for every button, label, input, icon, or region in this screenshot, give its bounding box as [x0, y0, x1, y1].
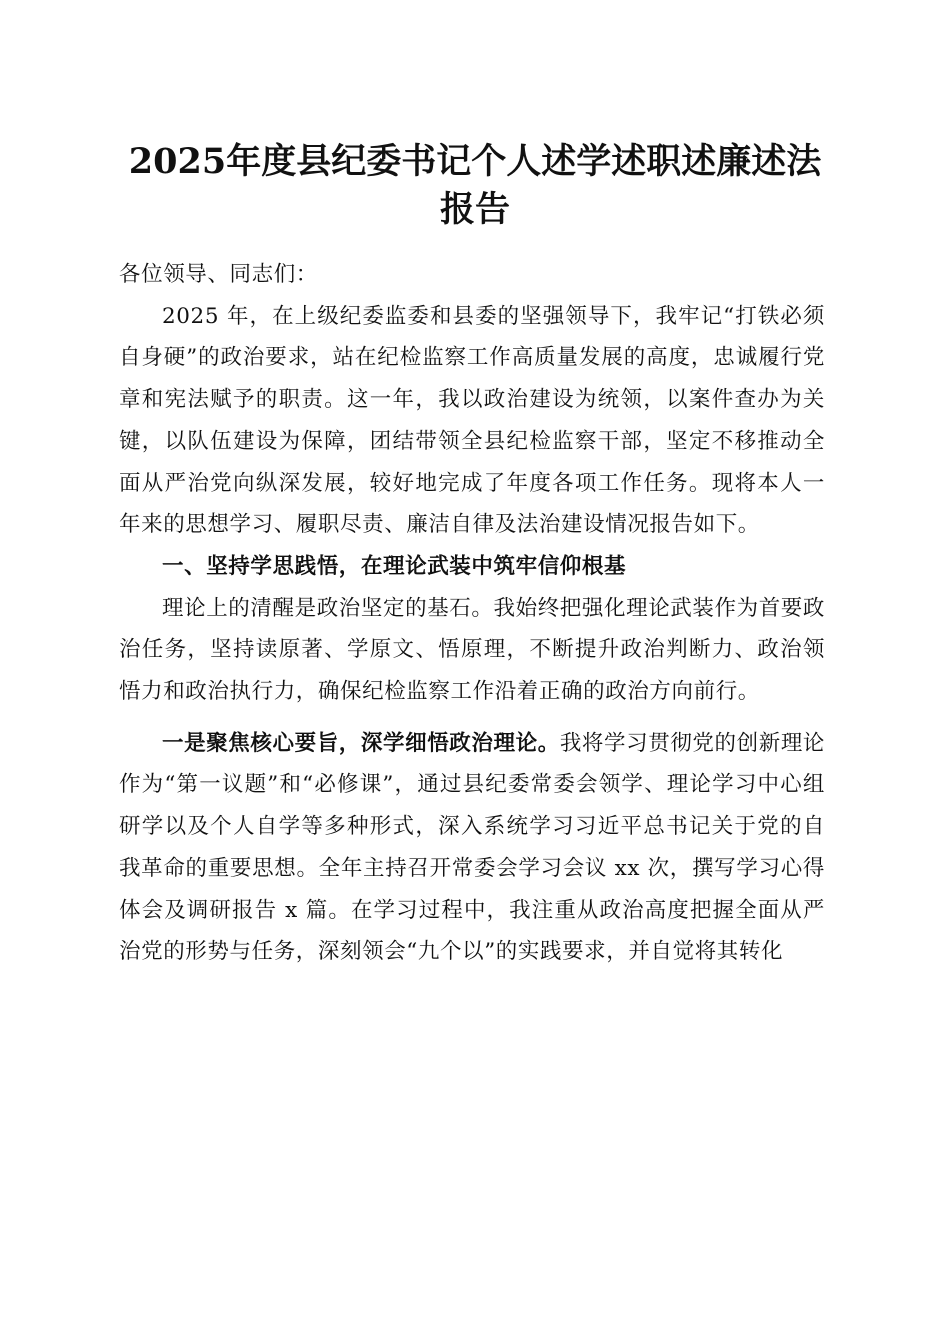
title-line-1: 2025年度县纪委书记个人述学述职述廉述法: [128, 141, 822, 182]
title-line-2: 报告: [439, 189, 510, 230]
point-1-lead: 一是聚焦核心要旨，深学细悟政治理论。: [162, 730, 560, 756]
paragraph-gap: [119, 713, 825, 723]
point-1-text: 我将学习贯彻党的创新理论作为“第一议题”和“必修课”，通过县纪委常委会领学、理论学习中心组研学以及个人自学等多种形式，深入系统学习习近平总书记关于党的自我革命的重要思想。全年主持召开常委会学习会议 xx 次，撰写学习心得体会及调研报告 x 篇。在学习过程中，我注重从政治高度把握全面从严治党的形势与任务，深刻领会“九个以”的实践要求，并自觉将其转化: [119, 730, 826, 965]
section-1-heading: 一、坚持学思践悟，在理论武装中筑牢信仰根基: [162, 553, 627, 579]
document-title: [118, 138, 832, 234]
section-1-paragraph: 理论上的清醒是政治坚定的基石。我始终把强化理论武装作为首要政治任务，坚持读原著、学原文、悟原理，不断提升政治判断力、政治领悟力和政治执行力，确保纪检监察工作沿着正确的政治方向前行。: [119, 595, 826, 705]
document-body: [119, 254, 825, 973]
salutation: 各位领导、同志们：: [119, 262, 318, 287]
point-1-paragraph: [119, 723, 825, 973]
intro-paragraph: 2025 年，在上级纪委监委和县委的坚强领导下，我牢记“打铁必须自身硬”的政治要求，站在纪检监察工作高质量发展的高度，忠诚履行党章和宪法赋予的职责。这一年，我以政治建设为统领，以案件查办为关键，以队伍建设为保障，团结带领全县纪检监察干部，坚定不移推动全面从严治党向纵深发展，较好地完成了年度各项工作任务。现将本人一年来的思想学习、履职尽责、廉洁自律及法治建设情况报告如下。: [119, 303, 825, 538]
